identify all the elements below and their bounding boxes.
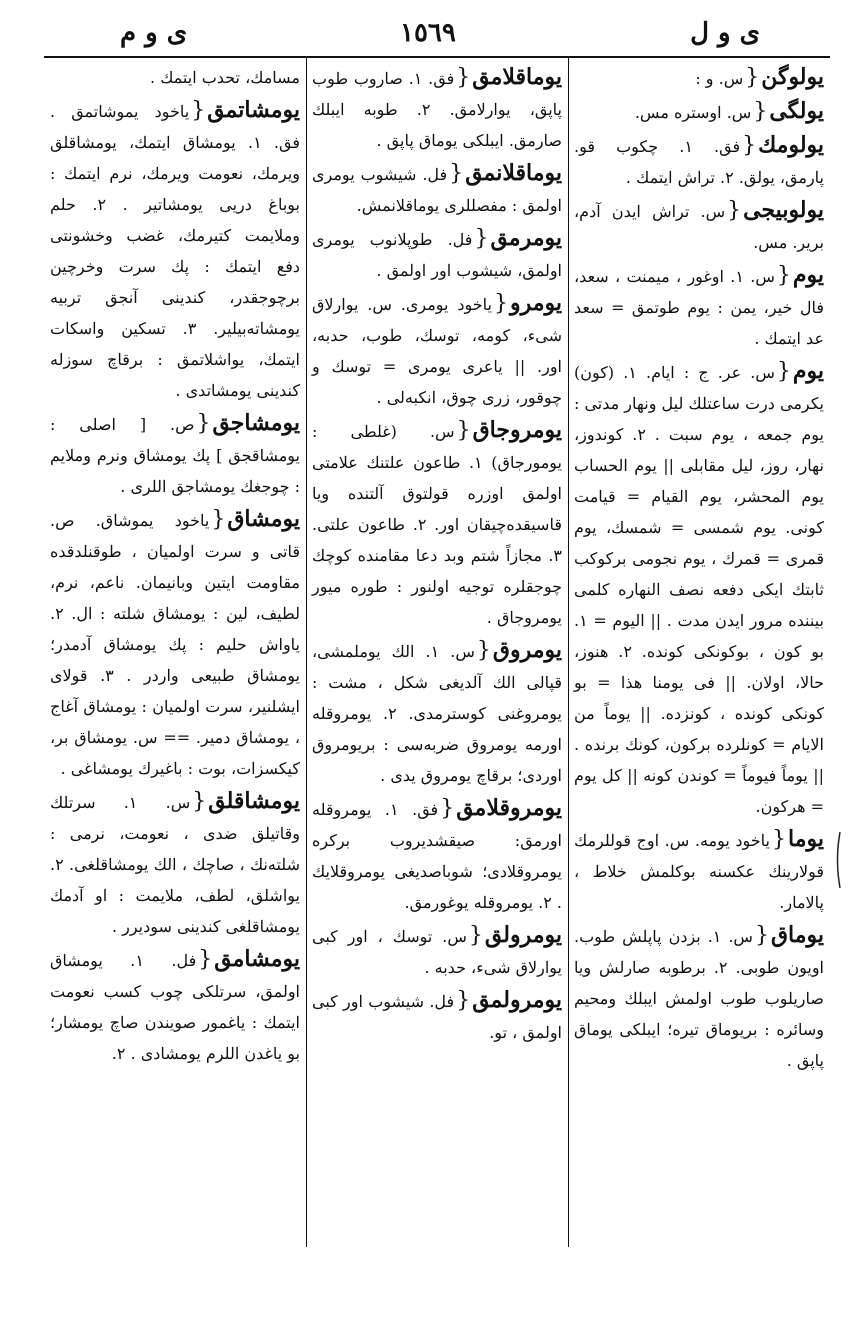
dictionary-entry [50, 95, 300, 406]
dictionary-entry [574, 195, 824, 258]
entry-definition: ياخود يومه. س. اوج قوللرمك قولارينك عكسنه بوكلمش خلاط ، پالامار. [574, 831, 824, 912]
entry-headword: يوماقلانمق [465, 160, 562, 186]
entry-definition: س. اوستره مس. [634, 103, 752, 122]
column-right [568, 62, 830, 1247]
entry-definition: س. و : [695, 69, 744, 88]
brace-mark: { [198, 947, 213, 972]
dictionary-entry [312, 985, 562, 1048]
entry-headword: يولومك [758, 132, 825, 158]
entry-definition: فل. شيشوب يومری اولمق : مفصللری يوماقلانمش. [312, 165, 562, 215]
brace-mark: { [742, 133, 757, 158]
entry-headword: يومرو [509, 290, 562, 316]
entry-headword: يولگی [769, 98, 824, 124]
page-header [40, 12, 820, 52]
entry-definition: فل. شيشوب اور كبی اولمق ، تو. [312, 992, 562, 1042]
entry-headword: يومشاتمق [207, 97, 300, 123]
entry-definition: س. ١. سرتلك وقاتيلق ضدی ، نعومت، نرمی : شلته‌نك ، صاچك ، الك يومشاقلغی. ٢. يواشلق، لطف، ملايمت : او آدمك يومشاقلغی كندينی سوديرر . [50, 793, 300, 936]
entry-headword: يومروجاق [472, 417, 562, 443]
dictionary-entry [312, 62, 562, 156]
entry-headword: يومروق [492, 637, 563, 663]
brace-mark: { [192, 789, 207, 814]
dictionary-entry [574, 130, 824, 193]
brace-mark: { [456, 418, 471, 443]
entry-headword: يوما [788, 826, 824, 852]
entry-headword: يومروقلامق [456, 795, 562, 821]
entry-definition: فق. ١. چكوب قو. پارمق، يولق. ٢. تراش ايتمك . [574, 137, 824, 187]
brace-mark: { [754, 923, 769, 948]
entry-definition: ياخود يموشاتمق . فق. ١. يومشاق ايتمك، يومشاقلق ويرمك، نعومت ويرمك، نرم ايتمك : بوباغ دريی يومشاتير . ٢. حلم وملايمت كتيرمك، غضب وخشونتی دفع ايتمك : پك سرت وخرچين برچوجقدر، كندينی آنجق تربيه يومشاته‌بيلير. ٣. تسكين واسكات ايتمك، يواشلاتمق : برقاچ سوزله كندينی يومشاتدی . [50, 102, 300, 400]
entry-definition: فق. ١. صاروب طوب پاپق، يوارلامق. ٢. طوبه ايبلك صارمق. ايبلكی يوماق پاپق . [312, 69, 562, 150]
dictionary-entry [50, 786, 300, 942]
brace-mark: { [727, 198, 742, 223]
brace-mark: { [493, 291, 508, 316]
entry-headword: يومرولمق [472, 987, 562, 1013]
dictionary-entry [312, 920, 562, 983]
entry-definition: س. ١. بزدن پاپلش طوب. اويون طوبی. ٢. برطوبه صارلش ويا صاريلوب طوب اولمش ايبلك ومحيم وسائره : بريوماق تيره؛ ايبلكی يوماق پاپق . [574, 927, 825, 1070]
entry-headword: يومشامق [214, 946, 300, 972]
dictionary-entry [50, 62, 300, 93]
brace-mark: { [776, 263, 791, 288]
brace-mark: { [474, 226, 489, 251]
margin-mark [834, 830, 842, 890]
brace-mark: { [456, 65, 471, 90]
brace-mark: { [449, 161, 464, 186]
entry-headword: يوماقلامق [472, 64, 562, 90]
entry-definition: س. عر. ج : ايام. ١. (كون) يكرمی درت ساعتلك ليل ونهار مدتی : يوم جمعه ، يوم سبت . ٢. كوندوز، نهار، روز، ليل مقابلی || يوم الحساب يوم المحشر، يوم القيام = قيامت كونی. يوم شمسی = شمسك، يوم قمری = قمرك ، يوم نجومی بركوكب ثابتك ايكی دفعه نصف النهاره كلمی بيننده مرور ايدن مدت . || اليوم = ١. بو كون ، بوكونكی كونده. ٢. هنوز، حالا، اولان. || فی يومنا هذا = بو كونكی كونده ، كونزده. || يوماً من الايام = كونلرده بركون، كونك برنده . || يوماً فيوماً = كوندن كونه || كل يوم = هركون. [573, 363, 825, 816]
column-middle [306, 62, 568, 1247]
dictionary-entry [574, 96, 824, 128]
dictionary-entry [574, 260, 824, 354]
brace-mark: { [753, 99, 768, 124]
dictionary-entry [574, 356, 824, 822]
brace-mark: { [468, 923, 483, 948]
dictionary-entry [312, 415, 562, 633]
entry-headword: يوماق [770, 922, 825, 948]
header-right-letters: ی و ل [690, 18, 760, 48]
brace-mark: { [776, 359, 791, 384]
brace-mark: { [745, 65, 760, 90]
brace-mark: { [211, 507, 226, 532]
entry-definition: فل. ١. يومشاق اولمق، سرتلكی چوب كسب نعومت ايتمك : ياغمور صويندن صاچ يومشار؛ بو ياغدن اللرم يومشادی . ٢. [50, 951, 300, 1063]
brace-mark: { [191, 98, 206, 123]
column-left [44, 62, 306, 1247]
brace-mark: { [440, 796, 455, 821]
brace-mark: { [456, 988, 471, 1013]
header-left-letters: ی و م [120, 18, 188, 48]
entry-headword: يومشاقلق [208, 788, 300, 814]
dictionary-entry [312, 288, 562, 413]
entry-headword: يولوبيجی [743, 197, 824, 223]
entry-definition: س. توسك ، اور كبی يوارلاق شیء، حدبه . [312, 927, 562, 977]
dictionary-entry [574, 920, 824, 1076]
entry-definition: س. ١. الك يوملمشی، قپالی الك آلدیغی شكل ، مشت : يومروغنی كوسترمدی. ٢. يومروقله اورمه يومروق ضربه‌سی : بريومروق اوردی؛ برقاچ يومروق يدی . [312, 642, 562, 785]
dictionary-entry [312, 223, 562, 286]
entry-headword: يومشاجق [212, 410, 300, 436]
dictionary-entry [50, 944, 300, 1069]
dictionary-entry [312, 635, 562, 791]
entry-definition: س. (غلطی : يومورجاق) ١. طاعون علتنك علامتی اولمق اوزره قولتوق آلتنده ويا قاسيقده‌چيقان اور. ٢. طاعون علتی. ٣. مجازاً شتم وبد دعا مقامنده كوچك چوجقلره توجيه اولنور : طوره ميور يومروجاق . [312, 422, 562, 627]
brace-mark: { [196, 411, 211, 436]
entry-headword: يوم [792, 262, 825, 288]
brace-mark: { [476, 638, 491, 663]
entry-headword: يومرمق [490, 225, 562, 251]
entry-headword: يوم [792, 358, 824, 384]
entry-headword: يومرولق [484, 922, 562, 948]
brace-mark: { [772, 827, 787, 852]
dictionary-entry [312, 793, 562, 918]
dictionary-entry [574, 824, 824, 918]
entry-headword: يومشاق [227, 506, 300, 532]
header-rule [44, 56, 830, 58]
entry-headword: يولوگن [761, 64, 824, 90]
entry-definition: ياخود يموشاق. ص. قاتی و سرت اولميان ، طوقنلدقده مقاومت ايتين وبانيمان. ناعم، نرم، لطيف، لين : يومشاق شلته : ال. ٢. ياواش حليم : پك يومشاق آدمدر؛ يومشاق طبيعی واردر . ٣. قولای ايشلنير، سرت اولميان : يومشاق آغاج ، يومشاق دمير. == س. يومشاق بر، كيكسزات، بوت : باغيرك يومشاغی . [50, 511, 300, 778]
page-number: ١٥٦٩ [400, 18, 456, 48]
entry-definition: ياخود يومری. س. يوارلاق شیء، كومه، توسك، طوب، حدبه، اور. || ياعری يومری = توسك و چوقور، زری چوق، انكبه‌لی . [312, 295, 562, 407]
dictionary-entry [50, 408, 300, 502]
entry-definition: ص. [ اصلی : يومشاقجق ] پك يومشاق ونرم وملايم : چوجغك يومشاجق اللری . [50, 415, 300, 496]
dictionary-entry [312, 158, 562, 221]
entry-definition: فل. طوپلانوب يومری اولمق، شيشوب اور اولمق . [312, 230, 562, 280]
dictionary-entry [50, 504, 300, 784]
entry-definition: مسامك، تحدب ايتمك . [150, 68, 300, 87]
dictionary-entry [574, 62, 824, 94]
entry-definition: فق. ١. يومروقله اورمق: صيقشديروب بركره يومروقلادی؛ شوباصديغی يومروقلايك . ٢. يومروقله يوغورمق. [312, 800, 562, 912]
entry-definition: س. ١. اوغور ، ميمنت ، سعد، فال خير، يمن : يوم طوتمق = سعد عد ايتمك . [574, 267, 824, 348]
entry-definition: س. تراش ايدن آدم، برير. مس. [574, 202, 824, 252]
